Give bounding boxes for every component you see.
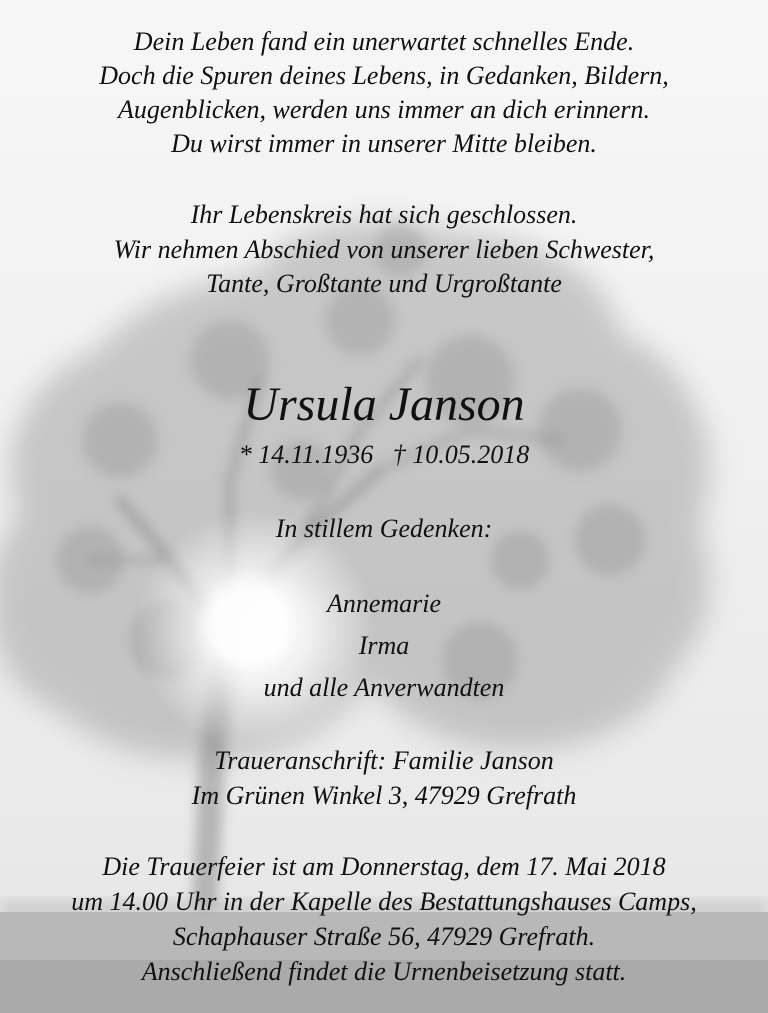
mourning-address: Im Grünen Winkel 3, 47929 Grefrath bbox=[191, 781, 577, 810]
mourner-name: Annemarie bbox=[326, 589, 442, 618]
poem-line: Du wirst immer in unserer Mitte bleiben. bbox=[171, 129, 597, 158]
poem-line: Doch die Spuren deines Lebens, in Gedanken, Bildern, bbox=[99, 61, 669, 90]
mourning-address: Traueranschrift: Familie Janson bbox=[214, 746, 554, 775]
ceremony-line: Anschließend findet die Urnenbeisetzung statt. bbox=[141, 957, 627, 986]
ceremony-line: Die Trauerfeier ist am Donnerstag, dem 17. Mai 2018 bbox=[102, 852, 666, 881]
mourner-name: Irma bbox=[358, 631, 410, 660]
mourner-name: und alle Anverwandten bbox=[263, 673, 505, 702]
intro-line: Ihr Lebenskreis hat sich geschlossen. bbox=[190, 200, 578, 229]
intro-line: Tante, Großtante und Urgroßtante bbox=[206, 269, 562, 298]
poem-line: Dein Leben fand ein unerwartet schnelles Ende. bbox=[133, 27, 635, 56]
intro-line: Wir nehmen Abschied von unserer lieben Schwester, bbox=[113, 235, 655, 264]
poem-line: Augenblicken, werden uns immer an dich erinnern. bbox=[118, 95, 650, 124]
life-dates: * 14.11.1936 † 10.05.2018 bbox=[238, 440, 530, 469]
deceased-name: Ursula Janson bbox=[243, 378, 525, 431]
remembrance-heading: In stillem Gedenken: bbox=[275, 514, 493, 543]
ceremony-line: um 14.00 Uhr in der Kapelle des Bestattungshauses Camps, bbox=[71, 887, 697, 916]
ceremony-line: Schaphauser Straße 56, 47929 Grefrath. bbox=[172, 922, 596, 951]
